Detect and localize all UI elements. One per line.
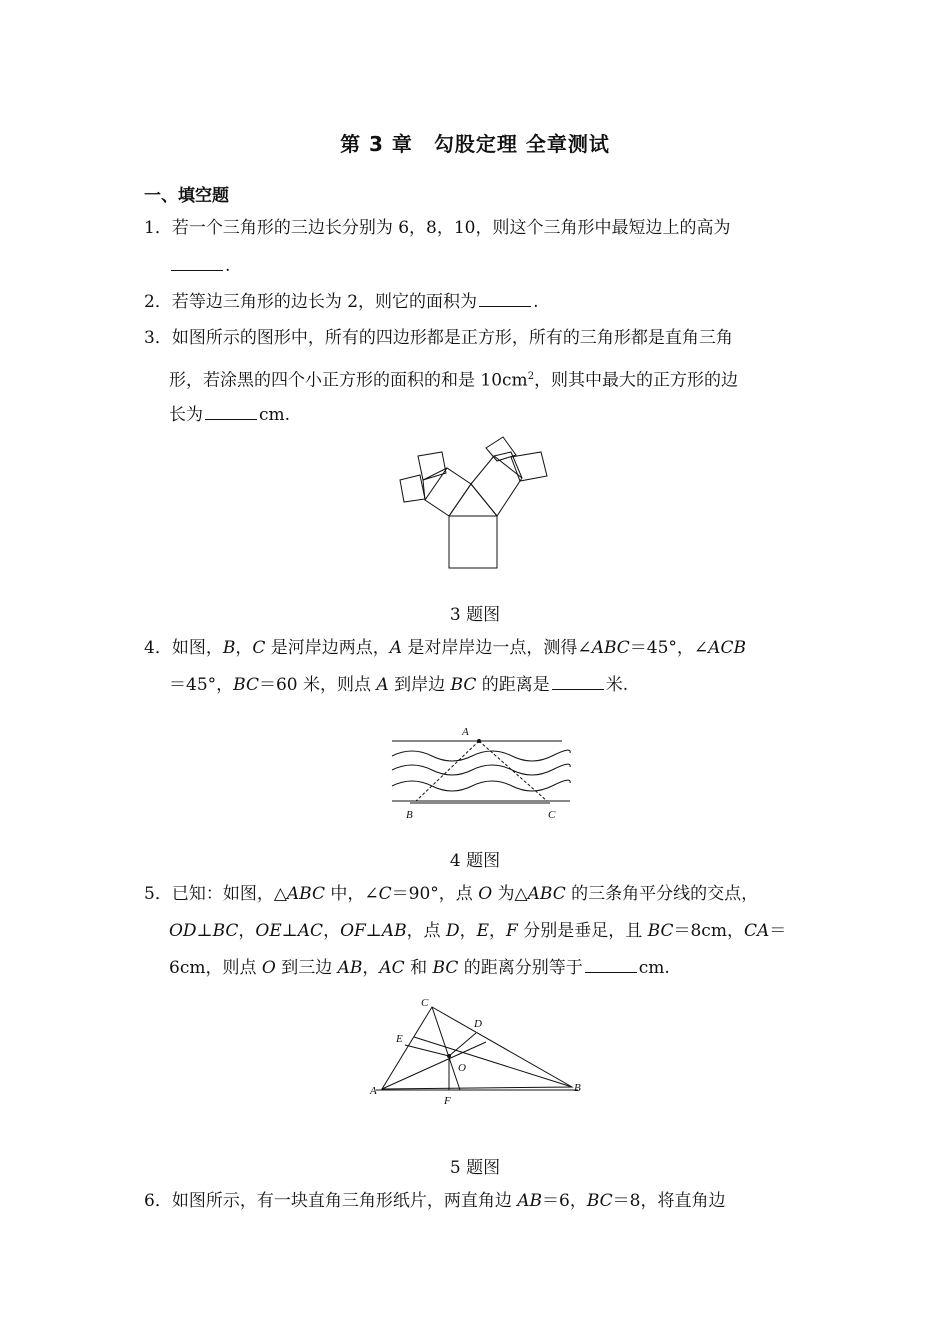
- label-C: C: [421, 997, 429, 1009]
- label-F: F: [444, 1095, 451, 1107]
- question-3-line-2: 形，若涂黑的四个小正方形的面积的和是 $10cm^2$，则其中最大的正方形的边: [169, 370, 739, 391]
- label-B: B: [574, 1082, 581, 1094]
- question-4-line-1: 4．如图，B，C 是河岸边两点，A 是对岸岸边一点，测得∠ABC＝45°，∠ACB: [144, 638, 746, 658]
- question-3-line-1: 3．如图所示的图形中，所有的四边形都是正方形，所有的三角形都是直角三角: [144, 328, 733, 348]
- bisector-A: [382, 1042, 486, 1089]
- question-number: 2．: [144, 292, 172, 312]
- bisector-B: [414, 1037, 572, 1087]
- label-D: D: [474, 1018, 482, 1030]
- question-1-line-1: 1．若一个三角形的三边长分别为 6，8，10，则这个三角形中最短边上的高为: [144, 218, 731, 238]
- label-C: C: [548, 809, 556, 821]
- label-A: A: [370, 1085, 377, 1097]
- question-4-line-2: ＝45°，BC＝60 米，则点 A 到岸边 BC 的距离是 米.: [169, 675, 629, 695]
- figure-4-caption: 4 题图: [449, 851, 501, 871]
- section-heading: 一、填空题: [144, 186, 229, 206]
- label-B: B: [406, 809, 413, 821]
- bisector-C: [432, 1007, 460, 1090]
- segment-OE: [405, 1045, 449, 1056]
- label-A: A: [462, 726, 469, 738]
- question-1-line-2: .: [169, 254, 230, 278]
- question-number: 1．: [144, 218, 172, 238]
- figure-5-caption: 5 题图: [449, 1158, 501, 1178]
- question-number: 3．: [144, 328, 172, 348]
- question-number: 5．: [144, 884, 172, 904]
- question-2: 2．若等边三角形的边长为 2，则它的面积为 .: [144, 292, 539, 312]
- page-title: 第 3 章 勾股定理 全章测试: [340, 132, 610, 156]
- question-5-line-2: OD⊥BC，OE⊥AC，OF⊥AB，点 D，E，F 分别是垂足，且 BC＝8cm，CA＝: [169, 921, 787, 941]
- point-O-dot: [447, 1054, 451, 1058]
- question-5-line-3: 6cm，则点 O 到三边 AB，AC 和 BC 的距离分别等于 cm.: [169, 958, 670, 978]
- question-number: 6．: [144, 1191, 172, 1211]
- label-E: E: [396, 1033, 403, 1045]
- question-3-line-3: 长为 cm.: [169, 405, 291, 425]
- figure-3-caption: 3 题图: [449, 605, 501, 625]
- question-6-line-1: 6．如图所示，有一块直角三角形纸片，两直角边 AB＝6，BC＝8，将直角边: [144, 1191, 726, 1211]
- label-O: O: [458, 1062, 466, 1074]
- question-number: 4．: [144, 638, 172, 658]
- question-5-line-1: 5．已知：如图，△ABC 中，∠C＝90°，点 O 为△ABC 的三条角平分线的交点，: [144, 884, 759, 904]
